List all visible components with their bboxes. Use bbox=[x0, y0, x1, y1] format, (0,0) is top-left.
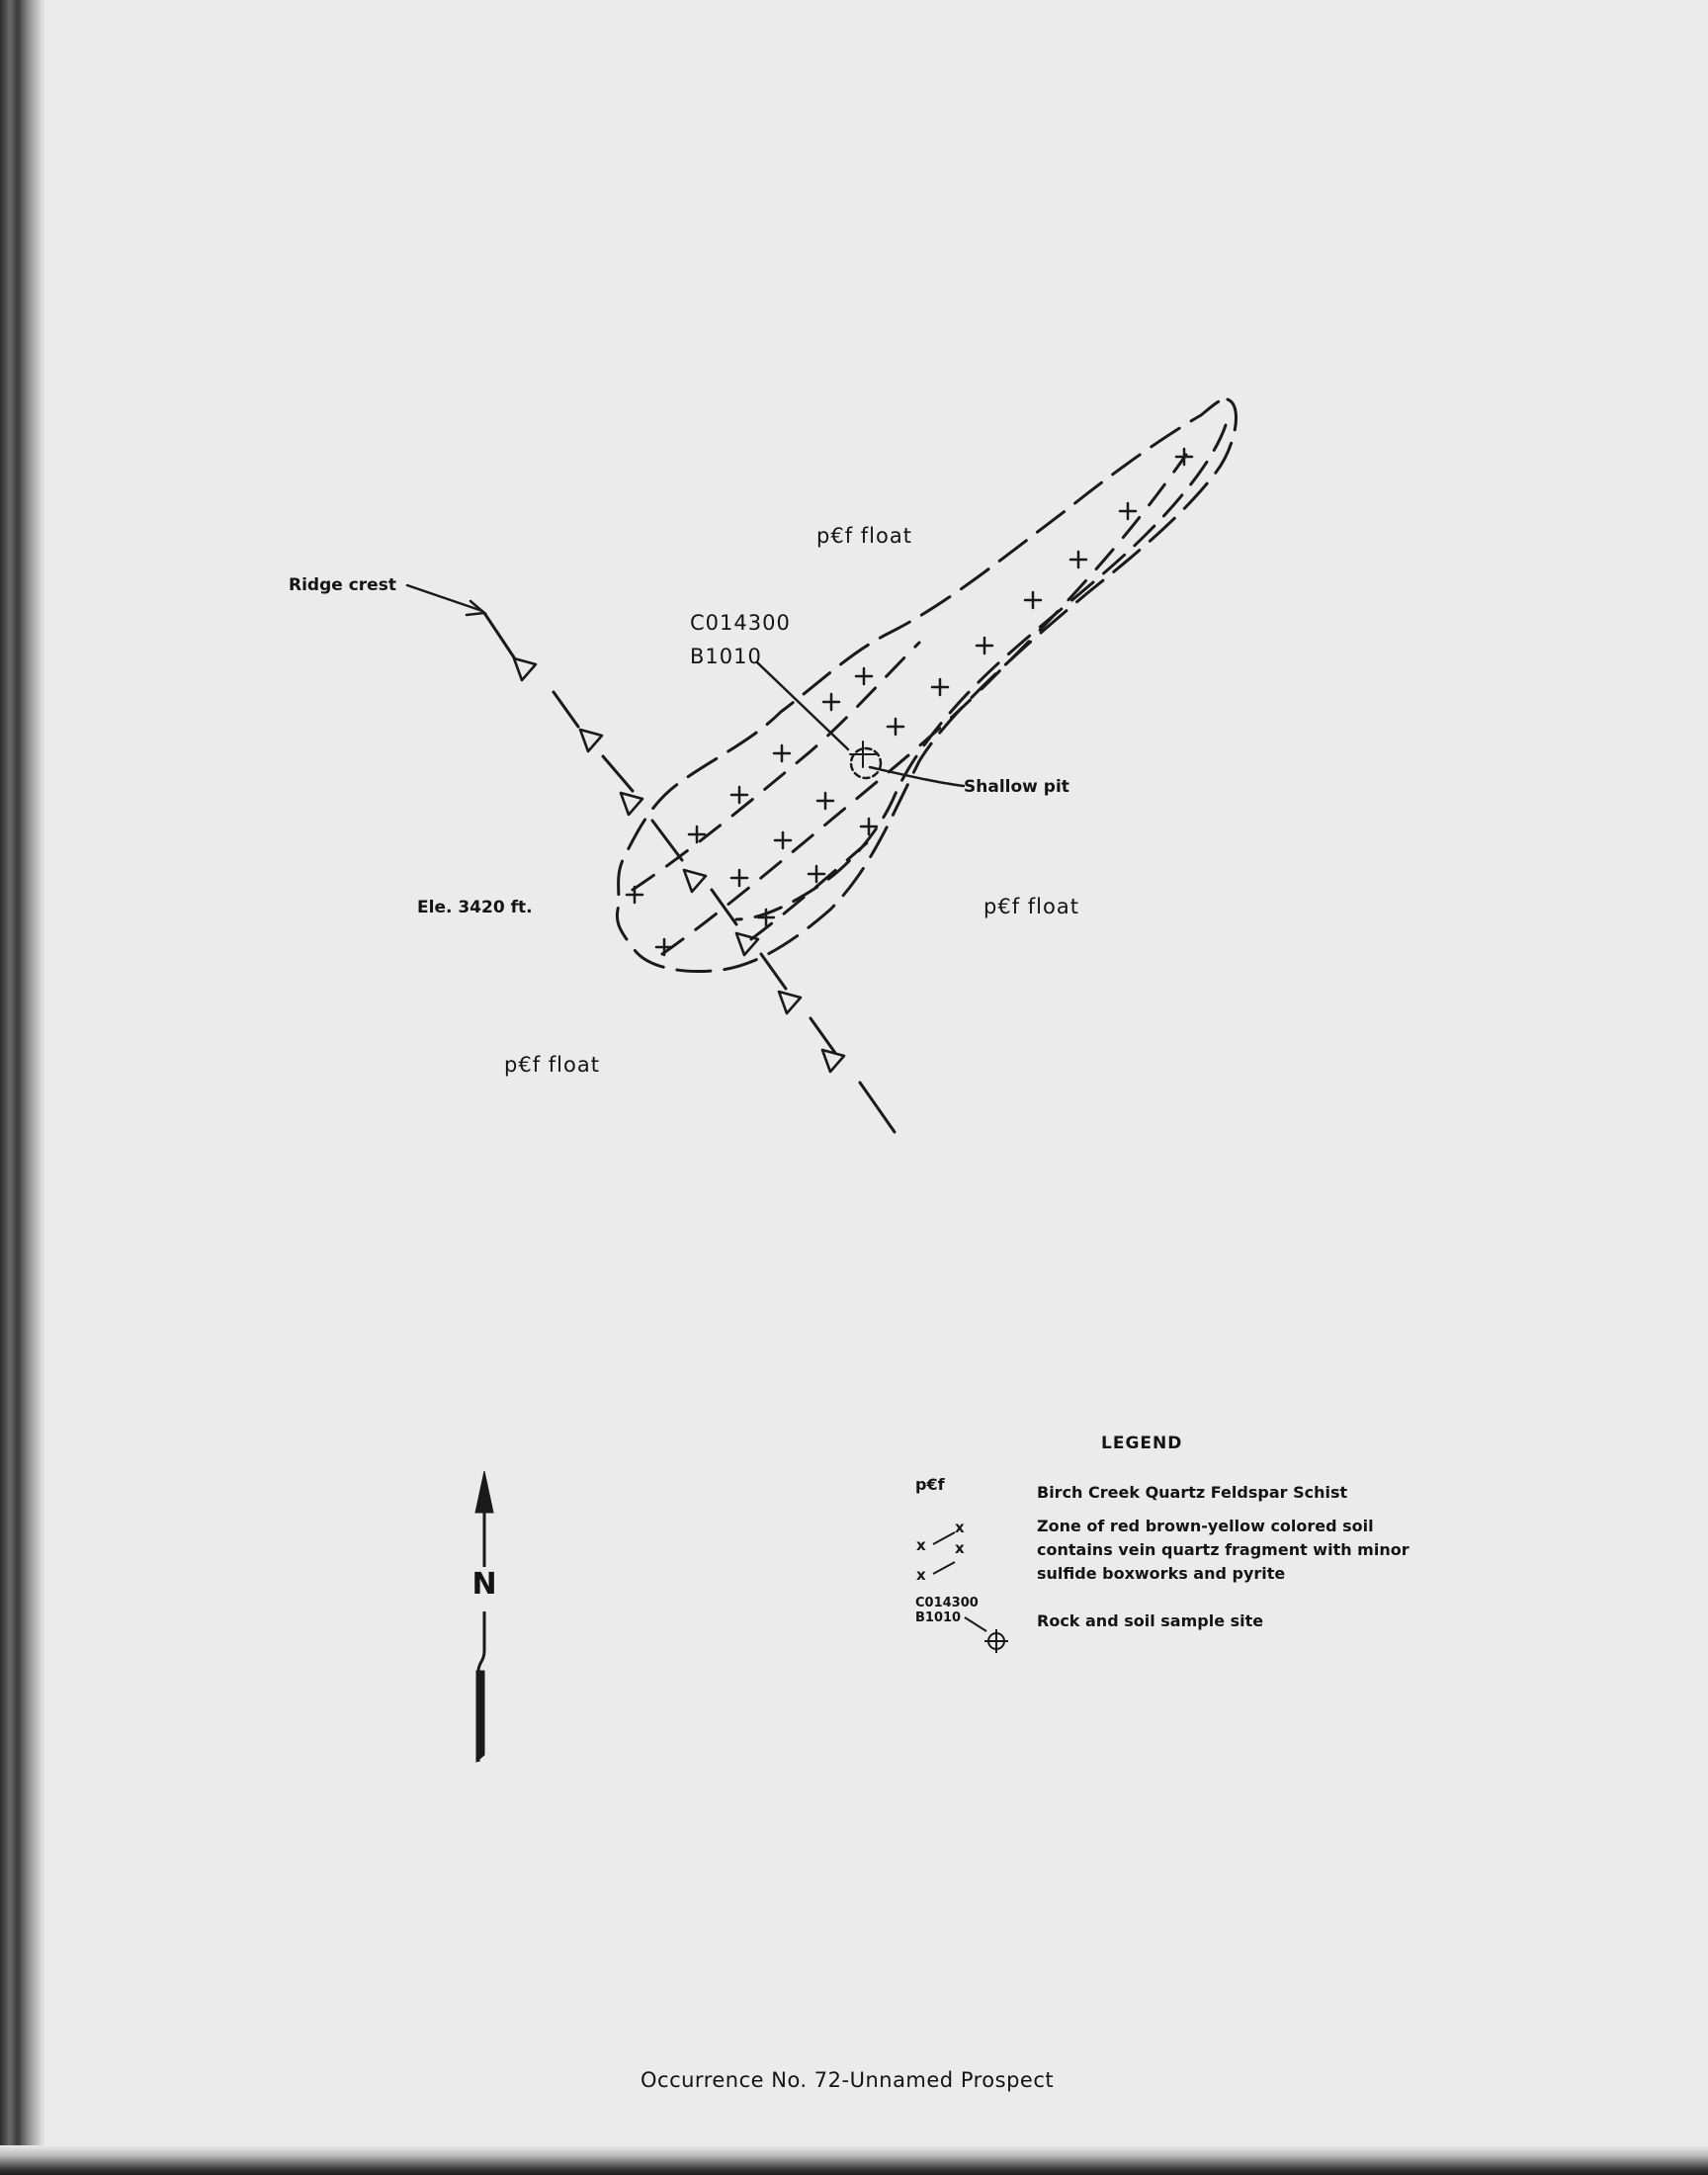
zone-cross-16 bbox=[731, 870, 747, 886]
legend-symbol-schist: p€f bbox=[915, 1475, 945, 1494]
figure-caption: Occurrence No. 72-Unnamed Prospect bbox=[640, 2068, 1055, 2092]
zone-cross-10 bbox=[774, 745, 790, 761]
zone-cross-4 bbox=[1025, 592, 1041, 608]
float-unit-label-north: p€f float bbox=[816, 524, 912, 548]
zone-cross-18 bbox=[809, 866, 824, 882]
legend-title: LEGEND bbox=[1101, 1434, 1183, 1453]
legend-text-zone-line-1: Zone of red brown-yellow colored soil bbox=[1037, 1517, 1374, 1535]
ridge-crest-leader bbox=[407, 585, 482, 611]
north-arrow-icon bbox=[475, 1471, 493, 1762]
ridge-triangle-3 bbox=[621, 793, 642, 815]
zone-cross-2 bbox=[1120, 503, 1136, 519]
legend-zone-line-2 bbox=[933, 1562, 955, 1574]
legend-text-schist: Birch Creek Quartz Feldspar Schist bbox=[1037, 1483, 1348, 1502]
ridge-triangle-2 bbox=[580, 730, 602, 751]
zone-cross-5 bbox=[977, 638, 992, 653]
zone-cross-14 bbox=[817, 793, 833, 809]
legend-sample-id-2: B1010 bbox=[915, 1610, 962, 1625]
zone-cross-1 bbox=[1176, 449, 1192, 465]
zone-cross-9 bbox=[823, 694, 839, 710]
legend-sample-leader bbox=[965, 1617, 986, 1631]
sample-site-crosshair bbox=[850, 741, 876, 767]
ridge-triangle-4 bbox=[684, 870, 706, 892]
shallow-pit-icon bbox=[851, 748, 881, 778]
zone-cross-7 bbox=[888, 719, 903, 735]
zone-cross-13 bbox=[627, 887, 642, 903]
legend-zone-x-1: x bbox=[916, 1536, 926, 1554]
ridge-crest-label: Ridge crest bbox=[289, 575, 396, 595]
zone-cross-15 bbox=[775, 832, 791, 848]
zone-cross-3 bbox=[1070, 552, 1086, 567]
zone-cross-8 bbox=[856, 668, 872, 684]
north-arrow-label: N bbox=[471, 1567, 497, 1602]
legend-zone-x-3: x bbox=[955, 1539, 965, 1557]
float-unit-label-south: p€f float bbox=[504, 1053, 600, 1077]
zone-outline bbox=[617, 399, 1236, 972]
legend-zone-x-2: x bbox=[955, 1519, 965, 1536]
ridge-triangle-6 bbox=[779, 992, 801, 1013]
zone-cross-11 bbox=[731, 787, 747, 803]
legend-zone-line-1 bbox=[933, 1532, 955, 1544]
sample-id-label-2: B1010 bbox=[690, 645, 762, 668]
ridge-triangle-7 bbox=[822, 1050, 844, 1072]
shallow-pit-leader bbox=[870, 767, 964, 786]
shallow-pit-label: Shallow pit bbox=[964, 777, 1069, 797]
sample-id-label-1: C014300 bbox=[690, 611, 791, 635]
float-unit-label-east: p€f float bbox=[983, 895, 1079, 918]
legend-text-zone-line-3: sulfide boxworks and pyrite bbox=[1037, 1564, 1286, 1583]
sample-leader bbox=[757, 662, 848, 749]
zone-cross-20 bbox=[656, 939, 672, 955]
elevation-label: Ele. 3420 ft. bbox=[417, 898, 533, 917]
legend-zone-x-4: x bbox=[916, 1566, 926, 1584]
zone-cross-6 bbox=[932, 679, 948, 695]
ridge-triangle-1 bbox=[514, 658, 536, 680]
legend-text-sample-site: Rock and soil sample site bbox=[1037, 1611, 1264, 1630]
legend-text-zone-line-2: contains vein quartz fragment with minor bbox=[1037, 1540, 1409, 1559]
legend-sample-id-1: C014300 bbox=[915, 1596, 979, 1610]
